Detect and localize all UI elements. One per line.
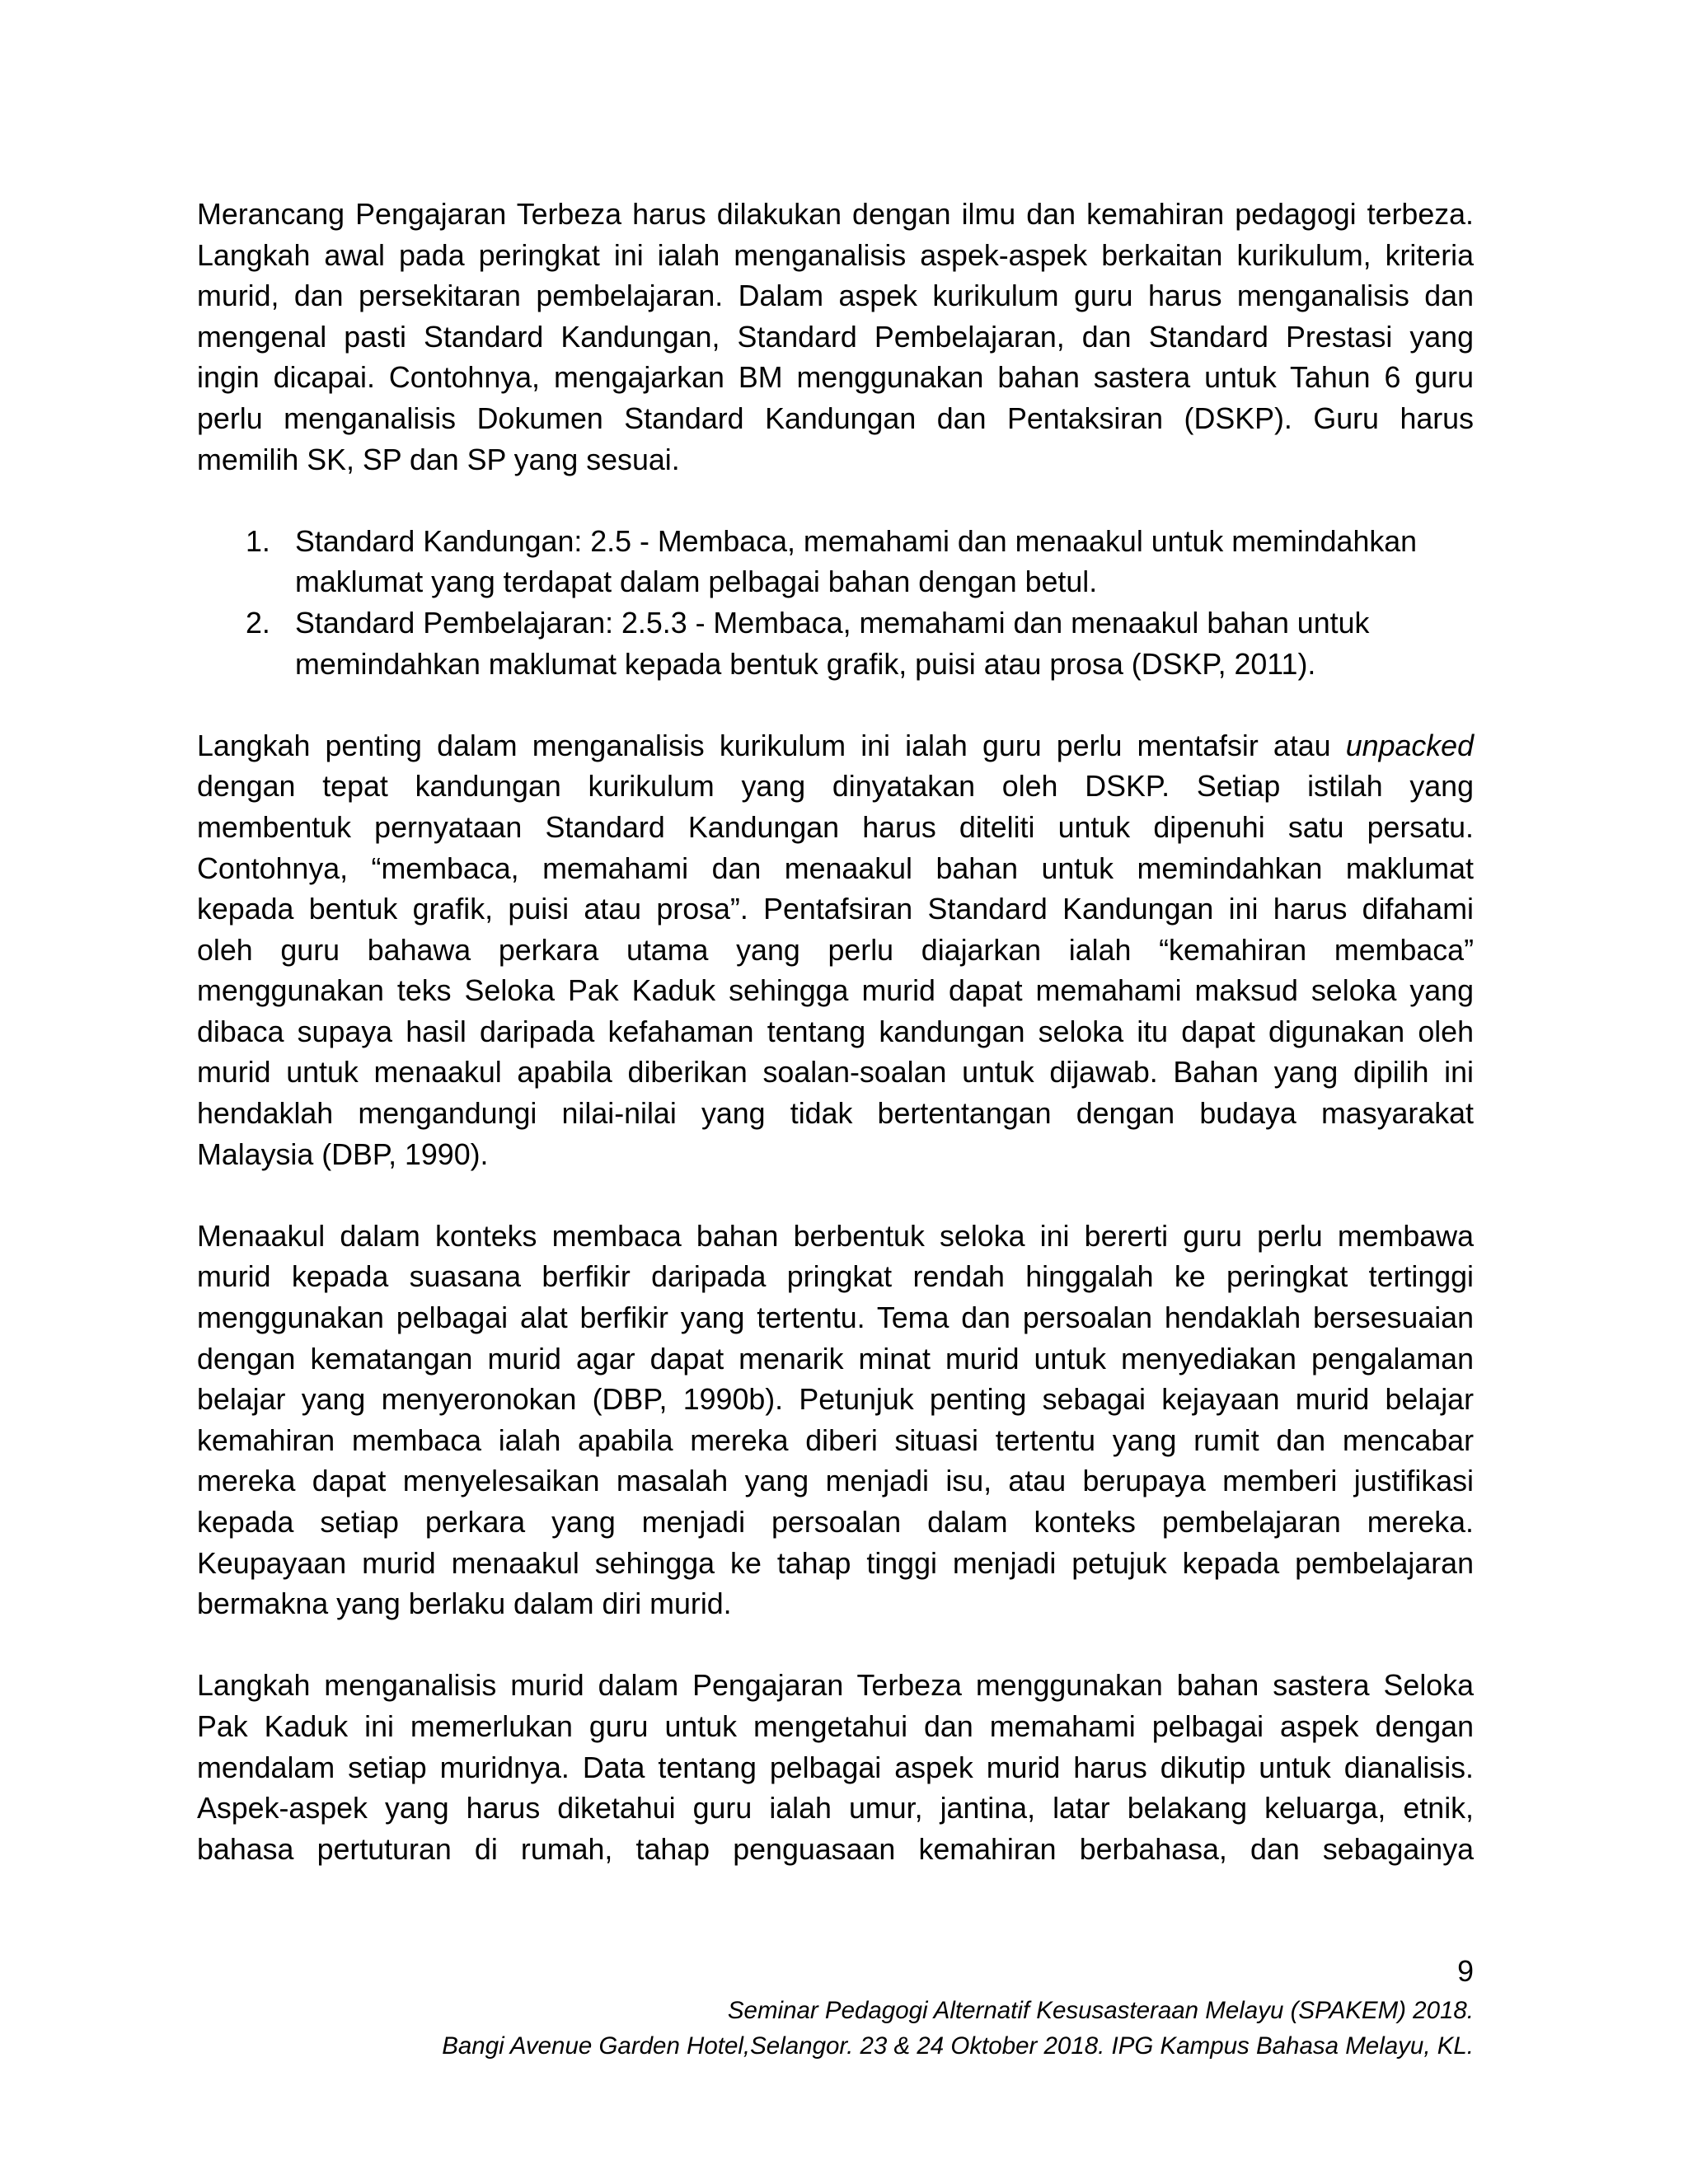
paragraph-line: menggunakan teks Seloka Pak Kaduk sehingga murid dapat memahami maksud seloka yang xyxy=(197,974,1474,1008)
paragraph-line: mendalam setiap muridnya. Data tentang pelbagai aspek murid harus dikutip untuk dianalisis. xyxy=(197,1750,1474,1784)
body-text xyxy=(197,194,1474,1911)
list-item-number: 2. xyxy=(246,606,270,640)
page-number: 9 xyxy=(1457,1955,1474,1988)
paragraph-line: oleh guru bahawa perkara utama yang perlu diajarkan ialah “kemahiran membaca” xyxy=(197,933,1474,967)
paragraph-line: Malaysia (DBP, 1990). xyxy=(197,1137,489,1171)
paragraph-line: membentuk pernyataan Standard Kandungan harus diteliti untuk dipenuhi satu persatu. xyxy=(197,810,1474,844)
paragraph-line: Langkah menganalisis murid dalam Pengajaran Terbeza menggunakan bahan sastera Seloka xyxy=(197,1669,1474,1703)
paragraph-line: belajar yang menyeronokan (DBP, 1990b). Petunjuk penting sebagai kejayaan murid belajar xyxy=(197,1383,1474,1417)
paragraph-line: Menaakul dalam konteks membaca bahan berbentuk seloka ini bererti guru perlu membawa xyxy=(197,1219,1474,1253)
paragraph-line: bahasa pertuturan di rumah, tahap penguasaan kemahiran berbahasa, dan sebagainya xyxy=(197,1832,1474,1866)
list-item-line: Standard Pembelajaran: 2.5.3 - Membaca, memahami dan menaakul bahan untuk xyxy=(295,606,1370,640)
paragraph-line: murid untuk menaakul apabila diberikan soalan-soalan untuk dijawab. Bahan yang dipilih ini xyxy=(197,1056,1474,1090)
paragraph-line: dengan kematangan murid agar dapat menarik minat murid untuk menyediakan pengalaman xyxy=(197,1342,1474,1376)
list-item-line: memindahkan maklumat kepada bentuk grafik, puisi atau prosa (DSKP, 2011). xyxy=(295,647,1316,681)
list-item-number: 1. xyxy=(246,524,270,558)
paragraph xyxy=(197,194,1474,480)
paragraph-line: memilih SK, SP dan SP yang sesuai. xyxy=(197,443,680,476)
paragraph xyxy=(197,1666,1474,1870)
paragraph-line: Keupayaan murid menaakul sehingga ke tahap tinggi menjadi petujuk kepada pembelajaran xyxy=(197,1546,1474,1580)
paragraph-line: bermakna yang berlaku dalam diri murid. xyxy=(197,1587,732,1621)
paragraph-line: murid kepada suasana berfikir daripada pringkat rendah hinggalah ke peringkat tertinggi xyxy=(197,1260,1474,1294)
paragraph-line: kepada bentuk grafik, puisi atau prosa”. Pentafsiran Standard Kandungan ini harus difahami xyxy=(197,893,1474,926)
paragraph-line: mengenal pasti Standard Kandungan, Standard Pembelajaran, dan Standard Prestasi yang xyxy=(197,320,1474,354)
paragraph-line: perlu menganalisis Dokumen Standard Kandungan dan Pentaksiran (DSKP). Guru harus xyxy=(197,401,1474,435)
paragraph-line: Contohnya, “membaca, memahami dan menaakul bahan untuk memindahkan maklumat xyxy=(197,851,1474,885)
paragraph-line: dengan tepat kandungan kurikulum yang dinyatakan oleh DSKP. Setiap istilah yang xyxy=(197,770,1474,804)
paragraph-line: Merancang Pengajaran Terbeza harus dilakukan dengan ilmu dan kemahiran pedagogi terbeza. xyxy=(197,198,1474,231)
list-item xyxy=(197,603,1474,685)
paragraph-line: murid, dan persekitaran pembelajaran. Dalam aspek kurikulum guru harus menganalisis dan xyxy=(197,279,1474,313)
paragraph-line: mereka dapat menyelesaikan masalah yang menjadi isu, atau berupaya memberi justifikasi xyxy=(197,1465,1474,1498)
paragraph-line: ingin dicapai. Contohnya, mengajarkan BM menggunakan bahan sastera untuk Tahun 6 guru xyxy=(197,361,1474,395)
paragraph-line: menggunakan pelbagai alat berfikir yang tertentu. Tema dan persoalan hendaklah bersesuaian xyxy=(197,1301,1474,1335)
paragraph-line: Langkah awal pada peringkat ini ialah menganalisis aspek-aspek berkaitan kurikulum, kriteria xyxy=(197,238,1474,272)
paragraph-line: Pak Kaduk ini memerlukan guru untuk mengetahui dan memahami pelbagai aspek dengan xyxy=(197,1709,1474,1743)
footer-line: Bangi Avenue Garden Hotel,Selangor. 23 & 24 Oktober 2018. IPG Kampus Bahasa Melayu, KL. xyxy=(442,2032,1474,2060)
paragraph-line: kemahiran membaca ialah apabila mereka diberi situasi tertentu yang rumit dan mencabar xyxy=(197,1423,1474,1457)
paragraph-line: dibaca supaya hasil daripada kefahaman tentang kandungan seloka itu dapat digunakan oleh xyxy=(197,1015,1474,1048)
paragraph-line-text: Langkah penting dalam menganalisis kurikulum ini ialah guru perlu mentafsir atau xyxy=(197,729,1346,762)
paragraph xyxy=(197,726,1474,1176)
numbered-list xyxy=(197,522,1474,685)
emphasized-term: unpacked xyxy=(1345,729,1474,762)
paragraph-line xyxy=(197,726,1474,767)
paragraph xyxy=(197,1216,1474,1625)
page-footer xyxy=(197,1952,1474,2064)
paragraph-line: kepada setiap perkara yang menjadi persoalan dalam konteks pembelajaran mereka. xyxy=(197,1506,1474,1539)
list-item-line: Standard Kandungan: 2.5 - Membaca, memahami dan menaakul untuk memindahkan xyxy=(295,524,1418,558)
footer-line: Seminar Pedagogi Alternatif Kesusasteraan Melayu (SPAKEM) 2018. xyxy=(727,1996,1474,2024)
list-item xyxy=(197,522,1474,603)
list-item-line: maklumat yang terdapat dalam pelbagai bahan dengan betul. xyxy=(295,565,1098,599)
paragraph-line: hendaklah mengandungi nilai-nilai yang tidak bertentangan dengan budaya masyarakat xyxy=(197,1097,1474,1131)
paragraph-line: Aspek-aspek yang harus diketahui guru ialah umur, jantina, latar belakang keluarga, etnik, xyxy=(197,1792,1474,1825)
